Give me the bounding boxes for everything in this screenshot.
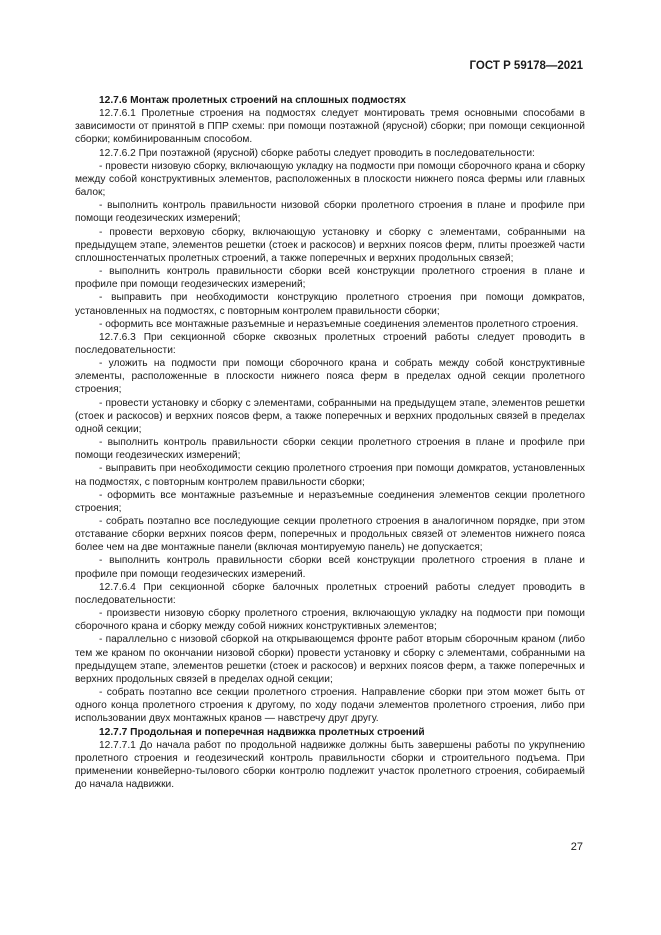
- list-item: - уложить на подмости при помощи сборочного крана и собрать между собой конструктивные элементы, расположенные в плоскости нижнего пояса ферм в пределах одной секции пролетного строения;: [75, 358, 585, 396]
- paragraph: 12.7.6.3 При секционной сборке сквозных пролетных строений работы следует проводить в последовательности:: [75, 331, 585, 356]
- list-item: - провести установку и сборку с элементами, собранными на предыдущем этапе, элементов решетки (стоек и раскосов) и верхних поясов ферм, а также поперечных и верхних продольных связей в пределах одной секции;: [75, 397, 585, 435]
- list-item: - выполнить контроль правильности сборки секции пролетного строения в плане и профиле при помощи геодезических измерений;: [75, 437, 585, 462]
- list-item: - оформить все монтажные разъемные и неразъемные соединения элементов секции пролетного строения;: [75, 489, 585, 514]
- list-item: - собрать поэтапно все последующие секции пролетного строения в аналогичном порядке, при этом отставание сборки верхних поясов ферм, поперечных и продольных связей от элементов нижнего пояса более чем на две монтажные панели (включая монтируемую панель) не допускается;: [75, 516, 585, 554]
- list-item: - провести верховую сборку, включающую установку и сборку с элементами, собранными на предыдущем этапе, элементов решетки (стоек и раскосов) и верхних поясов ферм, плиты проезжей части сплошностенчатых пролетных строений, а также поперечных и верхних продольных связей;: [75, 226, 585, 264]
- list-item: - провести низовую сборку, включающую укладку на подмости при помощи сборочного крана и сборку между собой конструктивных элементов, расположенных в плоскости нижнего пояса фермы или главных балок;: [75, 160, 585, 199]
- list-item: - выполнить контроль правильности сборки всей конструкции пролетного строения в плане и профиле при помощи геодезических измерений.: [75, 555, 585, 580]
- paragraph: 12.7.6.1 Пролетные строения на подмостях следует монтировать тремя основными способами в зависимости от принятой в ППР схемы: при помощи поэтажной (ярусной) сборки; при помощи секционной сборки; комбинированным способом.: [75, 108, 585, 146]
- list-item: - выправить при необходимости конструкцию пролетного строения при помощи домкратов, установленных на подмостях, с повторным контролем правильности сборки;: [75, 292, 585, 317]
- paragraph: 12.7.6.2 При поэтажной (ярусной) сборке работы следует проводить в последовательности:: [99, 147, 535, 159]
- list-item: - собрать поэтапно все секции пролетного строения. Направление сборки при этом может быть от одного конца пролетного строения к другому, по ходу подачи элементов пролетного строения, либо при использовании двух монтажных кранов — навстречу друг другу.: [75, 687, 585, 725]
- list-item: - параллельно с низовой сборкой на открывающемся фронте работ вторым сборочным краном (либо тем же краном по окончании низовой сборки) провести установку и сборку с элементами, собранными на предыдущем этапе, элементов решетки (стоек и раскосов) и верхних поясов ферм, а также поперечных и верхних продольных связей в пределах одной секции;: [75, 634, 585, 685]
- list-item: - выполнить контроль правильности низовой сборки пролетного строения в плане и профиле при помощи геодезических измерений;: [75, 200, 585, 225]
- standard-number: ГОСТ Р 59178—2021: [469, 60, 583, 72]
- list-item: - выправить при необходимости секцию пролетного строения при помощи домкратов, установленных на подмостях, с повторным контролем правильности сборки;: [75, 463, 585, 488]
- paragraph: 12.7.6.4 При секционной сборке балочных пролетных строений работы следует проводить в последовательности:: [75, 581, 585, 606]
- list-item: - произвести низовую сборку пролетного строения, включающую укладку на подмости при помощи сборочного крана и сборку между собой нижних конструктивных элементов;: [75, 608, 585, 633]
- paragraph: 12.7.7.1 До начала работ по продольной надвижке должны быть завершены работы по укрупнению пролетного строения и геодезический контроль правильности сборки и строительного подъема. При применении конвейерно-тылового сборки контролю подлежит участок пролетного строения, собираемый до начала надвижки.: [75, 739, 585, 791]
- section-heading-12-7-7: 12.7.7 Продольная и поперечная надвижка пролетных строений: [99, 726, 425, 738]
- list-item: - выполнить контроль правильности сборки всей конструкции пролетного строения в плане и профиле при помощи геодезических измерений;: [75, 266, 585, 291]
- page-number: 27: [570, 841, 583, 853]
- section-heading-12-7-6: 12.7.6 Монтаж пролетных строений на сплошных подмостях: [99, 95, 406, 106]
- document-body: [75, 94, 585, 791]
- list-item: - оформить все монтажные разъемные и неразъемные соединения элементов пролетного строения.: [99, 318, 579, 330]
